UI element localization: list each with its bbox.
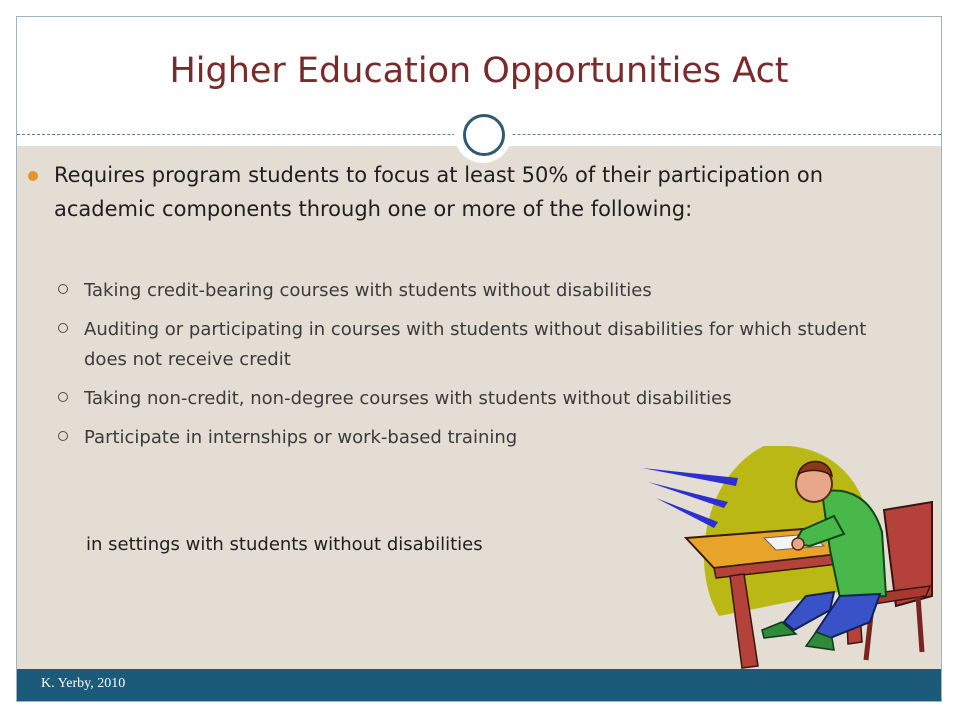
sub-bullet-text: Taking credit-bearing courses with students without disabilities [84,280,652,301]
sub-bullet [58,276,898,306]
ring-bullet-icon [58,284,68,294]
sub-bullet [58,315,898,375]
sub-bullet-list [58,276,898,462]
circle-ornament-ring [463,114,505,156]
footer-credit: K. Yerby, 2010 [41,676,126,691]
ring-bullet-icon [58,323,68,333]
footer-bar [17,669,941,701]
sub-bullet-text: Auditing or participating in courses with students without disabilities for which student does not receive credit [84,319,867,370]
sub-bullet [58,384,898,414]
sub-bullet-text: Taking non-credit, non-degree courses with students without disabilities [84,388,732,409]
slide-title: Higher Education Opportunities Act [169,51,789,91]
student-writing-clipart [634,446,934,670]
main-bullet [28,158,888,226]
sub-bullet-continuation: in settings with students without disabilities [86,534,483,555]
ring-bullet-icon [58,431,68,441]
sub-bullet-text: Participate in internships or work-based training [84,427,518,448]
ring-bullet-icon [58,392,68,402]
bullet-dot-icon [28,171,38,181]
main-bullet-text: Requires program students to focus at least 50% of their participation on academic components through one or more of the following: [54,163,824,221]
